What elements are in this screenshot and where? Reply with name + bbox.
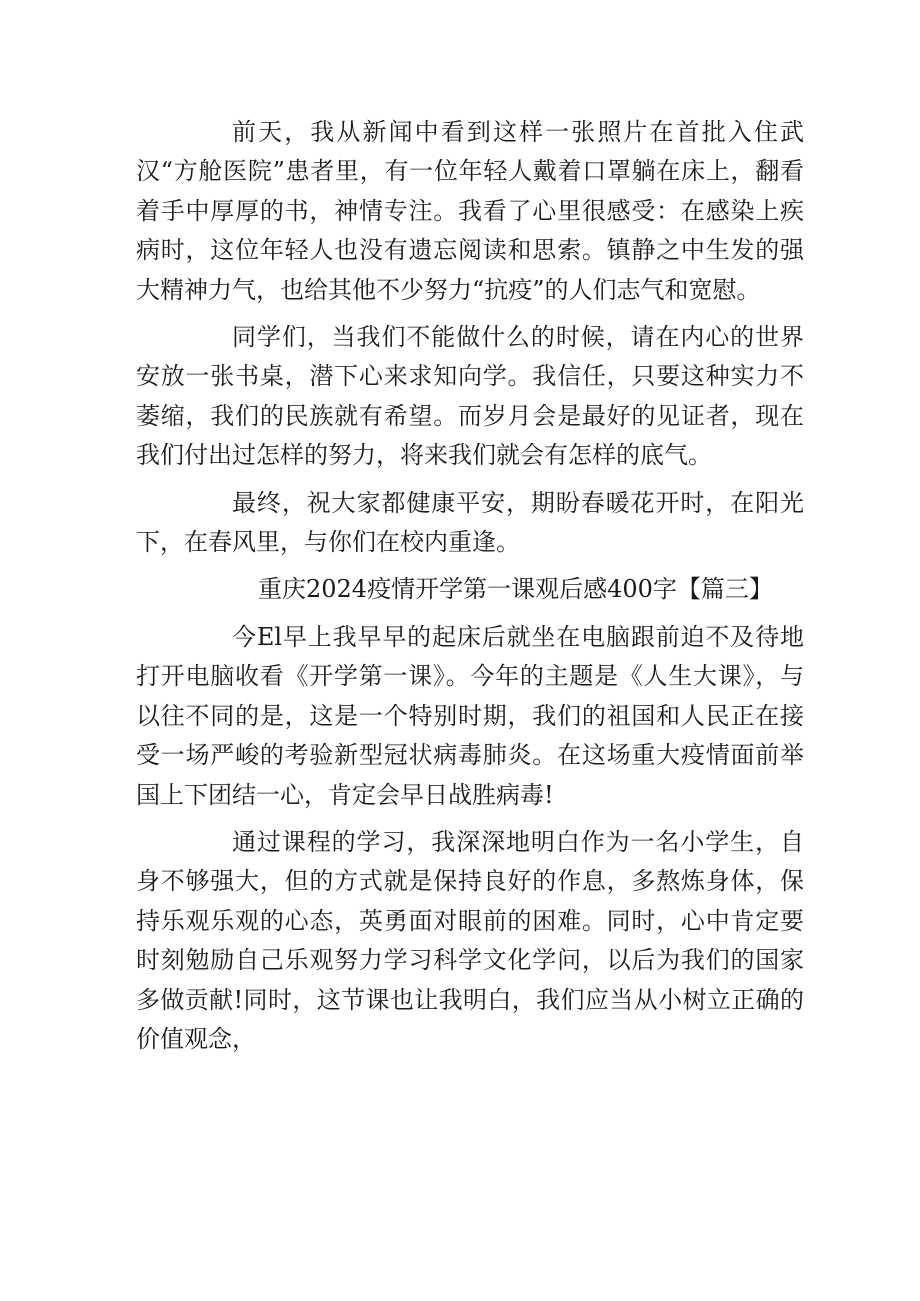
paragraph: 通过课程的学习，我深深地明白作为一名小学生，自身不够强大，但的方式就是保持良好的作息，多熬炼身体，保持乐观乐观的心态，英勇面对眼前的困难。同时，心中肯定要时刻勉励自己乐观努力学习科学文化学问，以后为我们的国家多做贡献!同时，这节课也让我明白，我们应当从小树立正确的价值观念， xyxy=(136,827,804,1053)
document-body xyxy=(136,113,804,1067)
paragraph: 最终，祝大家都健康平安，期盼春暖花开时，在阳光下，在春风里，与你们在校内重逢。 xyxy=(136,488,804,557)
section-heading: 重庆2024疫情开学第一课观后感400字【篇三】 xyxy=(258,575,773,604)
paragraph: 前天，我从新闻中看到这样一张照片在首批入住武汉“方舱医院”患者里，有一位年轻人戴着口罩躺在床上，翻看着手中厚厚的书，神情专注。我看了心里很感受：在感染上疾病时，这位年轻人也没有遗忘阅读和思索。镇静之中生发的强大精神力气，也给其他不少努力“抗疫”的人们志气和宽慰。 xyxy=(136,118,804,304)
paragraph: 同学们，当我们不能做什么的时候，请在内心的世界安放一张书桌，潜下心来求知向学。我信任，只要这种实力不萎缩，我们的民族就有希望。而岁月会是最好的见证者，现在我们付出过怎样的努力，将来我们就会有怎样的底气。 xyxy=(136,323,804,470)
paragraph: 今El早上我早早的起床后就坐在电脑跟前迫不及待地打开电脑收看《开学第一课》。今年的主题是《人生大课》，与以往不同的是，这是一个特别时期，我们的祖国和人民正在接受一场严峻的考验新型冠状病毒肺炎。在这场重大疫情面前举国上下团结一心，肯定会早日战胜病毒! xyxy=(136,622,804,809)
